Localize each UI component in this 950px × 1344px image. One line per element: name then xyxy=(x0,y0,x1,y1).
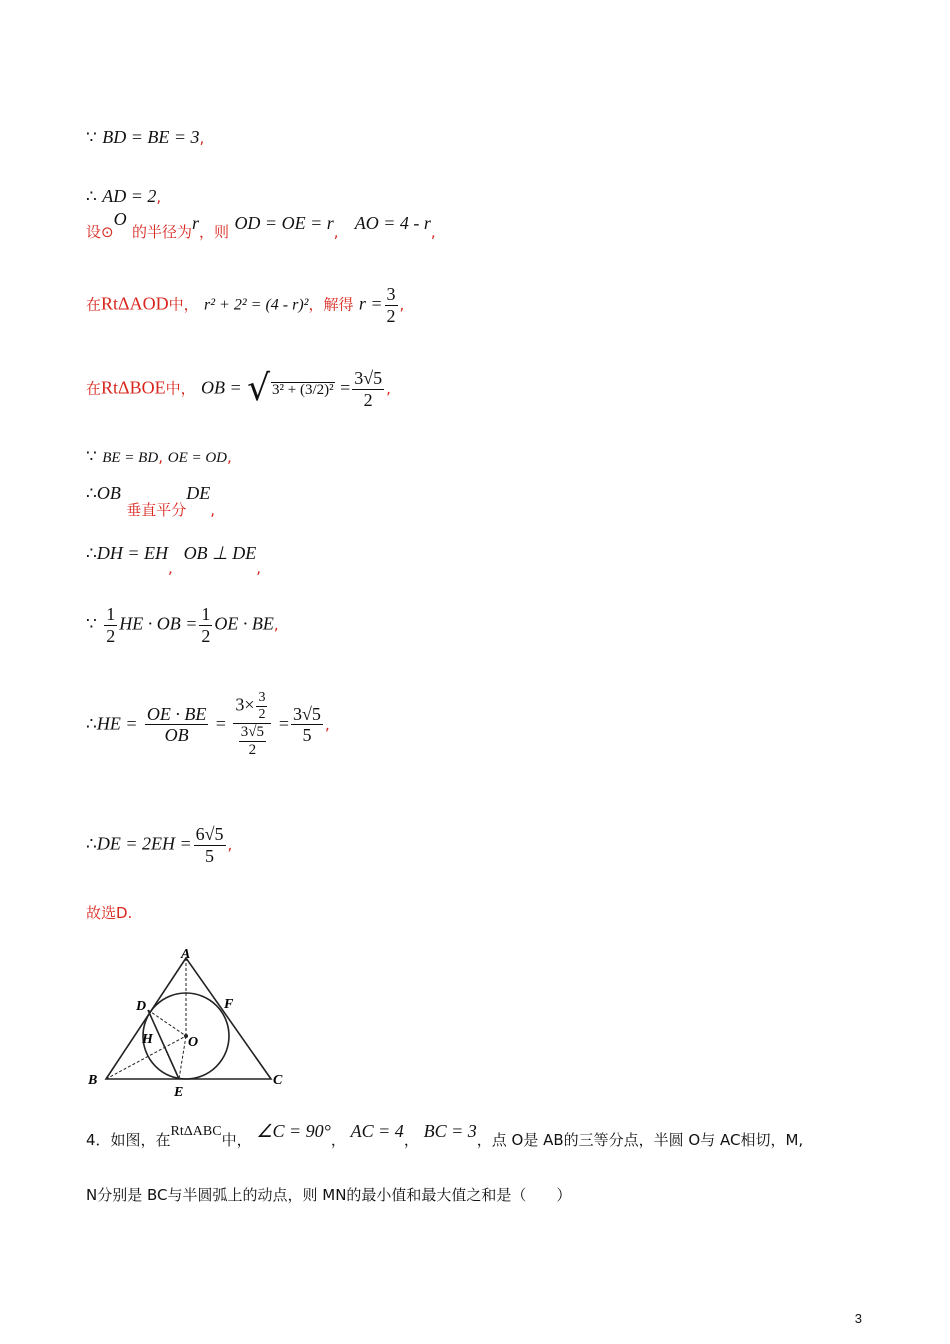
answer-text: 故选D. xyxy=(86,904,133,922)
because-symbol: ∵ xyxy=(86,614,103,635)
in-label: 在 xyxy=(86,295,102,314)
solve-text: ，解得 xyxy=(308,295,354,314)
radius-text: 的半径为 xyxy=(131,223,192,241)
therefore-symbol: ∴ xyxy=(86,544,97,564)
mid-text: 中， xyxy=(165,379,196,398)
line-2 xyxy=(86,187,161,206)
triangle-name: RtΔABC xyxy=(170,1124,222,1139)
result-fraction: $\frac{6√5}{5}$ xyxy=(195,824,224,866)
because-symbol: ∵ xyxy=(86,128,103,148)
label-f: F xyxy=(224,997,234,1012)
in-label: 在 xyxy=(86,379,102,398)
then-text: ，则 xyxy=(199,223,230,241)
set-label: 设⊙ xyxy=(86,223,114,241)
math-expression: HE · OB = xyxy=(119,613,198,634)
line-8: ∴DH = EH, OB ⊥ DE, xyxy=(86,543,262,577)
math-expression-2: OB ⊥ DE xyxy=(183,543,257,563)
line-6: ∵ BE = BD, OE = OD, xyxy=(86,447,232,467)
ob-label: OB xyxy=(96,483,121,503)
math-expression: AD = 2 xyxy=(102,186,157,206)
label-c: C xyxy=(273,1073,283,1088)
math-expression: OD = OE = r xyxy=(234,213,334,233)
circle-o: O xyxy=(113,209,127,229)
mid-text: 中， xyxy=(221,1131,252,1149)
equation: r² + 2² = (4 - r)² xyxy=(204,296,309,314)
geometry-figure xyxy=(84,944,294,1104)
line-4: 在RtΔAOD中， r² + 2² = (4 - r)²，解得 r = $\frac{3}{2}$ , xyxy=(86,284,405,326)
page-number: 3 xyxy=(854,1311,862,1326)
equals-sign: = xyxy=(215,713,226,734)
fraction-half: $\frac{1}{2}$ xyxy=(106,604,116,646)
dashed-oe xyxy=(179,1036,186,1079)
problem-number: 4．如图，在 xyxy=(86,1131,171,1149)
triangle-name: RtΔAOD xyxy=(101,293,169,314)
comma: , xyxy=(156,188,162,206)
triangle-abc xyxy=(106,958,271,1079)
radicand: 3² + (3/2)² xyxy=(272,381,334,398)
line-5: 在RtΔBOE中， OB = √ 3² + (3/2)² = $\frac{3√5}{2}$ , xyxy=(86,368,391,410)
angle-c: ∠C = 90° xyxy=(256,1121,331,1141)
r-equals: r = xyxy=(358,293,383,314)
therefore-symbol: ∴ xyxy=(86,484,97,504)
de-label: DE xyxy=(186,483,211,503)
line-10: ∴HE = $\frac{OE \cdot BE}{OB}$ = 3× $\frac{3}{2}$ $\frac{3√5}{2}$ = $\frac{3√5}{5}$ , xyxy=(86,690,330,759)
triangle-name: RtΔBOE xyxy=(101,377,166,398)
line-3: 设⊙O 的半径为r，则 OD = OE = r, AO = 4 - r, xyxy=(86,209,436,241)
fraction-half-2: $\frac{1}{2}$ xyxy=(201,604,211,646)
comma: , xyxy=(199,129,205,147)
label-a: A xyxy=(181,947,191,962)
math-expression-2: OE · BE xyxy=(214,613,274,634)
he-equals: HE = xyxy=(96,713,138,734)
math-expression-2: AO = 4 - r xyxy=(354,213,431,233)
math-expression: DH = EH xyxy=(96,543,168,563)
equals-sign-2: = xyxy=(278,713,290,734)
math-expression-2: OE = OD xyxy=(167,450,228,466)
equals-sign: = xyxy=(340,377,351,398)
ob-equals: OB = xyxy=(201,377,242,398)
label-b: B xyxy=(88,1073,98,1088)
because-symbol: ∵ xyxy=(86,447,103,467)
line-1 xyxy=(86,128,204,147)
math-expression: BE = BD xyxy=(102,450,159,466)
problem-4-line-1: 4．如图，在RtΔABC中， ∠C = 90°， AC = 4， BC = 3，点 O是 AB的三等分点，半圆 O与 AC相切，M, xyxy=(86,1121,804,1149)
fraction: $\frac{3√5}{2}$ xyxy=(354,368,383,410)
radius-r: r xyxy=(192,213,200,233)
therefore-symbol: ∴ xyxy=(86,714,97,735)
fraction: $\frac{3}{2}$ xyxy=(386,284,396,326)
label-h: H xyxy=(142,1032,153,1047)
label-e: E xyxy=(174,1085,184,1100)
problem-text-1: ，点 O是 AB的三等分点，半圆 O与 AC相切，M, xyxy=(476,1131,804,1149)
fraction-oe-be-over-ob: $\frac{OE \cdot BE}{OB}$ xyxy=(146,703,207,746)
therefore-symbol: ∴ xyxy=(86,834,97,855)
problem-4-line-2: N分别是 BC与半圆弧上的动点，则 MN的最小值和最大值之和是（ ） xyxy=(86,1186,572,1204)
mid-text: 中， xyxy=(168,295,199,314)
de-equals: DE = 2EH = xyxy=(96,833,192,854)
line-11: ∴DE = 2EH = $\frac{6√5}{5}$ , xyxy=(86,824,233,866)
line-9: ∵ $\frac{1}{2}$ HE · OB = $\frac{1}{2}$ OE · BE, xyxy=(86,604,279,646)
line-7: ∴OB 垂直平分DE, xyxy=(86,483,216,519)
perpendicular-bisector-text: 垂直平分 xyxy=(126,501,187,519)
bc-length: BC = 3 xyxy=(423,1121,477,1141)
label-o: O xyxy=(188,1035,199,1050)
radical-sign: √ xyxy=(247,368,271,410)
complex-fraction: 3× $\frac{3}{2}$ $\frac{3√5}{2}$ xyxy=(233,690,271,760)
math-expression: BD = BE = 3 xyxy=(102,127,200,147)
ac-length: AC = 4 xyxy=(350,1121,404,1141)
result-fraction: $\frac{3√5}{5}$ xyxy=(293,703,321,746)
therefore-symbol: ∴ xyxy=(86,187,97,207)
label-d: D xyxy=(136,999,147,1014)
